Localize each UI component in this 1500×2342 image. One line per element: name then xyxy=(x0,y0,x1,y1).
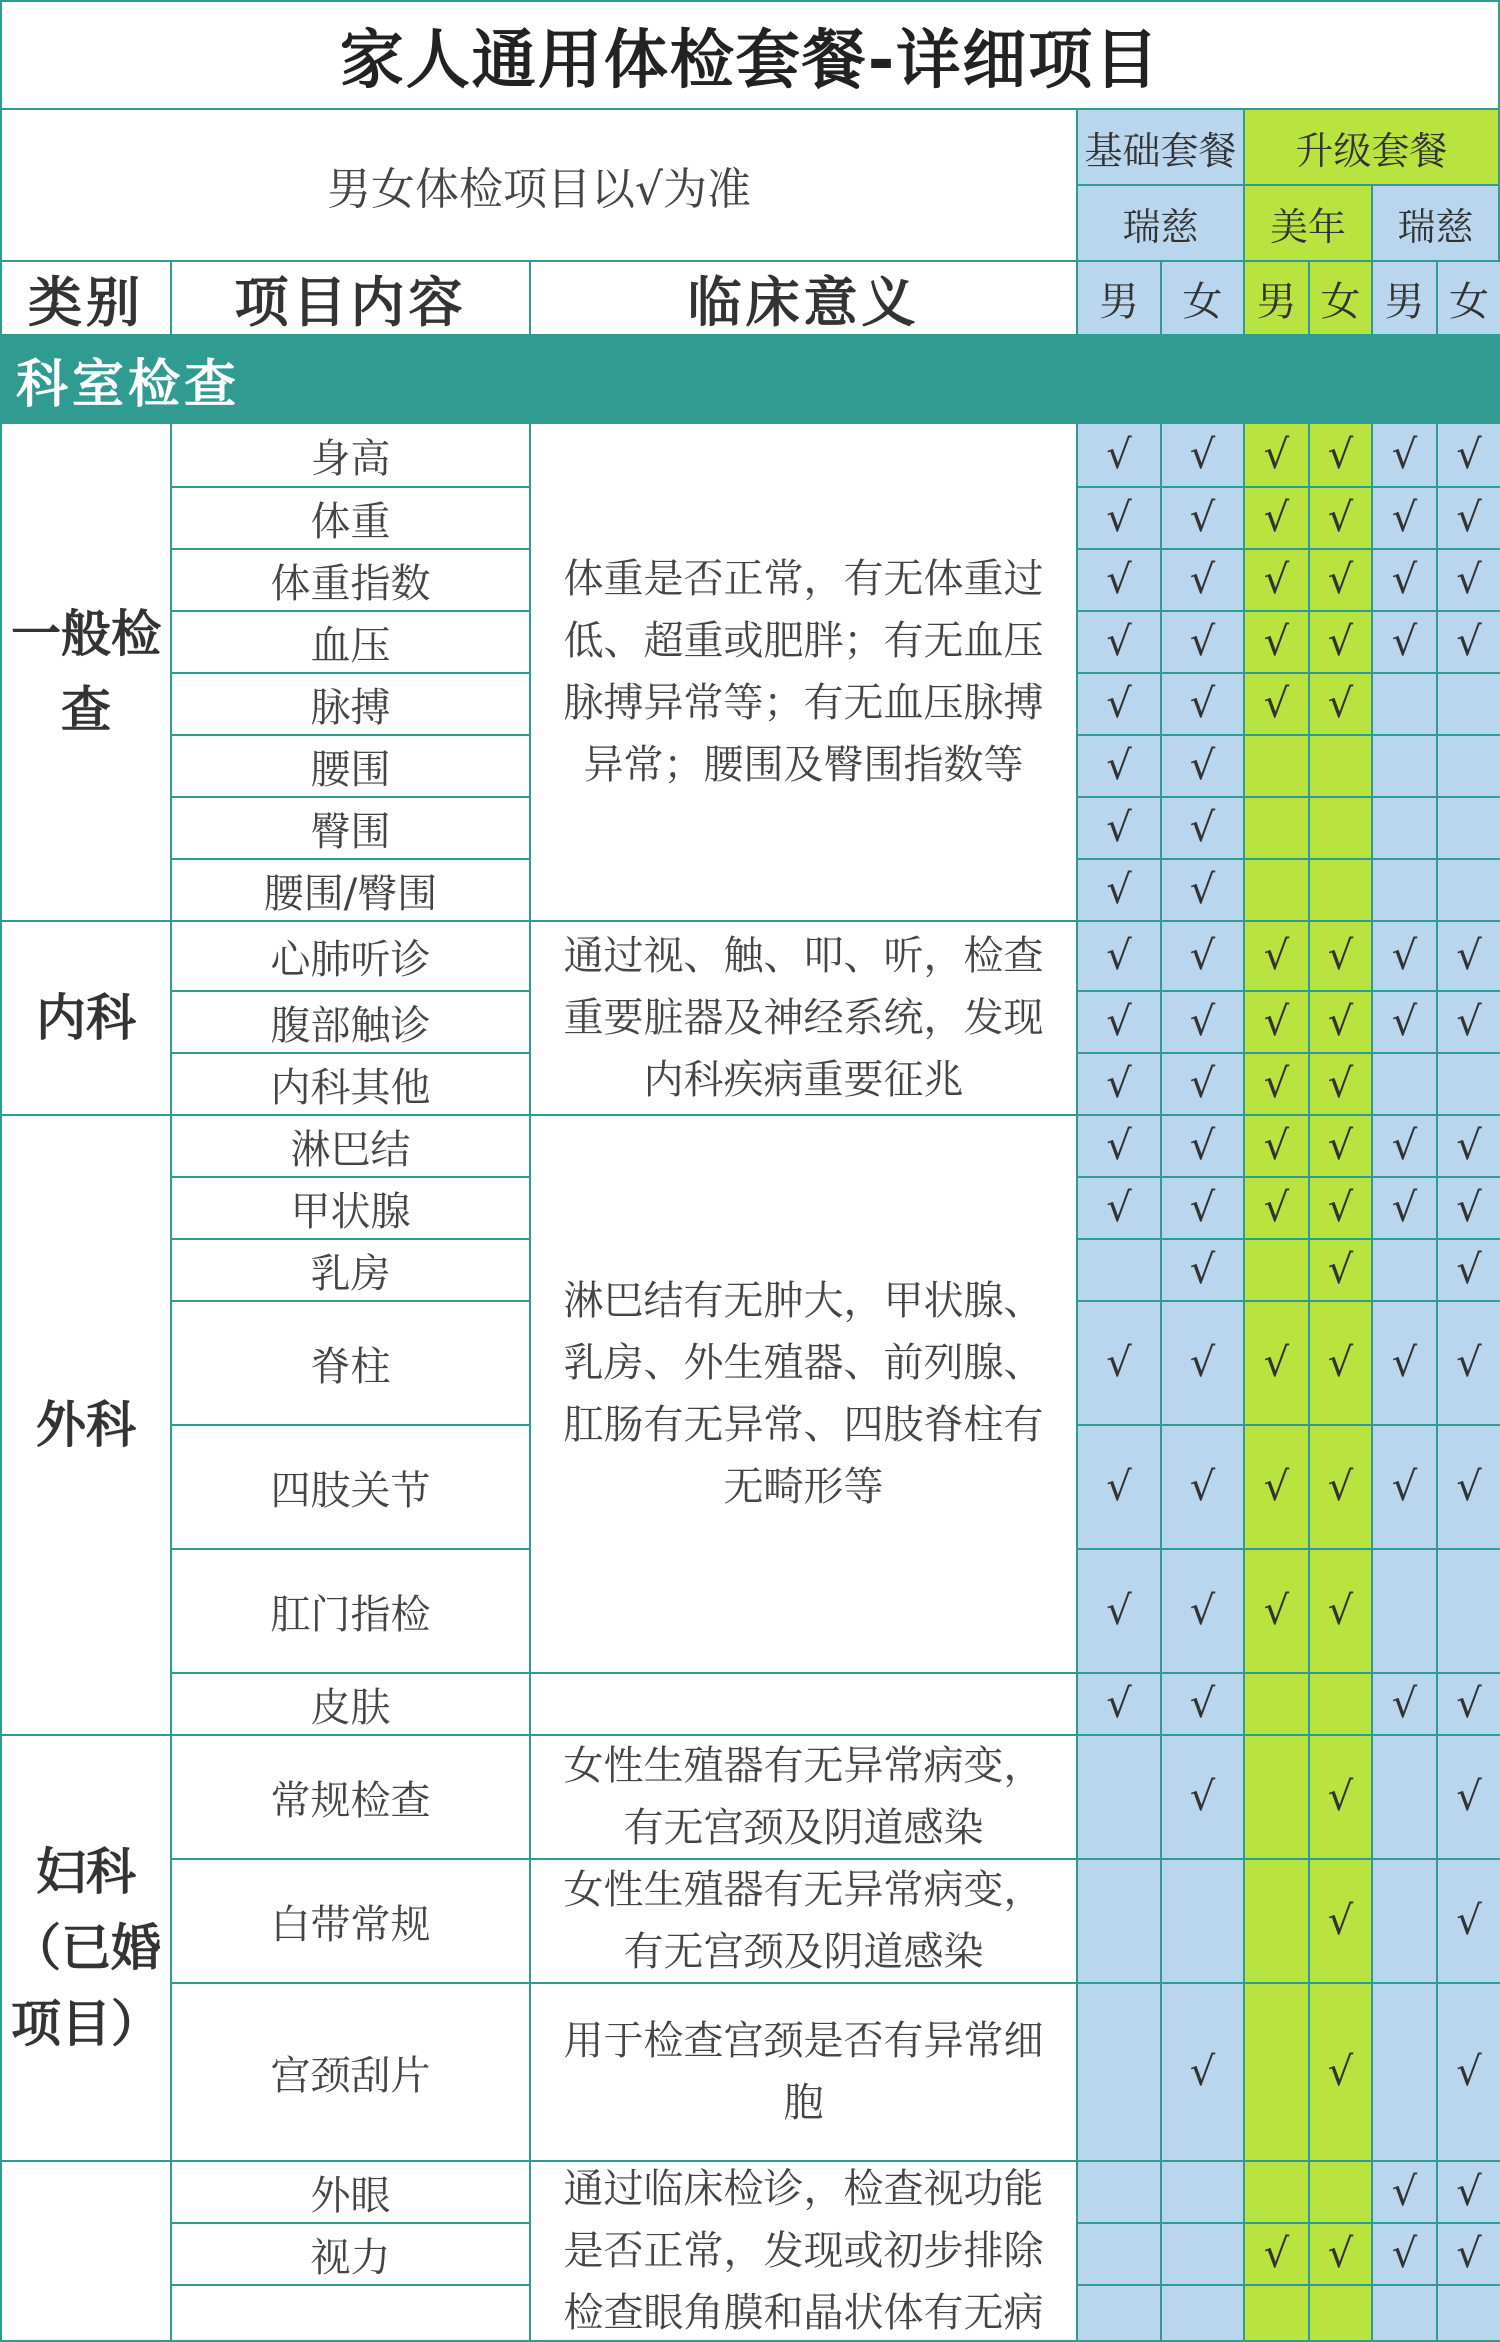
check-cell: √ xyxy=(1436,422,1500,488)
check-cell xyxy=(1076,2222,1162,2286)
item-cell: 四肢关节 xyxy=(170,1424,531,1550)
check-cell xyxy=(1160,2222,1245,2286)
item-cell: 体重 xyxy=(170,486,531,550)
check-cell: √ xyxy=(1371,2160,1438,2224)
check-cell xyxy=(1243,796,1310,860)
check-cell xyxy=(1308,734,1373,798)
check-cell: √ xyxy=(1076,1424,1162,1550)
item-cell: 宫颈刮片 xyxy=(170,1982,531,2162)
clinical-meaning-cell xyxy=(529,1672,1078,1736)
check-cell: √ xyxy=(1160,734,1245,798)
check-cell: √ xyxy=(1308,1548,1373,1674)
check-cell xyxy=(1371,858,1438,922)
check-cell xyxy=(1308,796,1373,860)
check-cell xyxy=(1160,2284,1245,2342)
check-cell xyxy=(1436,1548,1500,1674)
item-cell: 淋巴结 xyxy=(170,1114,531,1178)
check-cell: √ xyxy=(1371,1300,1438,1426)
check-cell: √ xyxy=(1160,548,1245,612)
item-cell xyxy=(170,2284,531,2342)
item-cell: 内科其他 xyxy=(170,1052,531,1116)
item-cell: 外眼 xyxy=(170,2160,531,2224)
header-item: 项目内容 xyxy=(170,260,531,336)
check-cell: √ xyxy=(1371,920,1438,992)
check-cell: √ xyxy=(1243,920,1310,992)
check-cell: √ xyxy=(1371,1672,1438,1736)
check-cell xyxy=(1076,1858,1162,1984)
category-cell: 妇科（已婚项目） xyxy=(0,1734,172,2162)
gender-header: 女 xyxy=(1308,260,1373,336)
page-title: 家人通用体检套餐-详细项目 xyxy=(0,0,1500,110)
check-cell: √ xyxy=(1308,1300,1373,1426)
category-cell: 一般检查 xyxy=(0,422,172,922)
check-cell: √ xyxy=(1308,1424,1373,1550)
check-cell: √ xyxy=(1243,1300,1310,1426)
check-cell: √ xyxy=(1243,2222,1310,2286)
item-cell: 腹部触诊 xyxy=(170,990,531,1054)
check-cell: √ xyxy=(1243,548,1310,612)
check-cell xyxy=(1436,796,1500,860)
item-cell: 乳房 xyxy=(170,1238,531,1302)
header-meaning: 临床意义 xyxy=(529,260,1078,336)
check-cell: √ xyxy=(1076,920,1162,992)
check-cell: √ xyxy=(1436,2222,1500,2286)
clinical-meaning-cell: 女性生殖器有无异常病变，有无宫颈及阴道感染 xyxy=(529,1858,1078,1984)
check-cell: √ xyxy=(1243,1424,1310,1550)
gender-header: 女 xyxy=(1160,260,1245,336)
check-cell xyxy=(1076,1238,1162,1302)
check-cell xyxy=(1160,2160,1245,2224)
item-cell: 视力 xyxy=(170,2222,531,2286)
clinical-meaning-cell: 体重是否正常，有无体重过低、超重或肥胖；有无血压脉搏异常等；有无血压脉搏异常；腰围及臀围指数等 xyxy=(529,422,1078,922)
check-cell: √ xyxy=(1436,2160,1500,2224)
check-cell: √ xyxy=(1076,858,1162,922)
check-cell: √ xyxy=(1308,920,1373,992)
check-cell: √ xyxy=(1308,610,1373,674)
check-cell: √ xyxy=(1160,1548,1245,1674)
check-cell: √ xyxy=(1160,1424,1245,1550)
gender-header: 女 xyxy=(1436,260,1500,336)
check-cell xyxy=(1243,1858,1310,1984)
check-cell: √ xyxy=(1076,610,1162,674)
check-cell: √ xyxy=(1308,672,1373,736)
check-cell xyxy=(1243,1238,1310,1302)
check-cell xyxy=(1436,858,1500,922)
check-cell xyxy=(1308,2160,1373,2224)
check-cell xyxy=(1076,2160,1162,2224)
check-cell: √ xyxy=(1436,1300,1500,1426)
category-cell: 外科 xyxy=(0,1114,172,1736)
check-cell: √ xyxy=(1076,1300,1162,1426)
check-cell xyxy=(1371,2284,1438,2342)
item-cell: 脉搏 xyxy=(170,672,531,736)
check-cell: √ xyxy=(1371,2222,1438,2286)
check-cell xyxy=(1371,1052,1438,1116)
check-cell: √ xyxy=(1371,1114,1438,1178)
check-cell xyxy=(1371,1734,1438,1860)
check-cell: √ xyxy=(1308,548,1373,612)
category-cell: 内科 xyxy=(0,920,172,1116)
clinical-meaning-cell: 用于检查宫颈是否有异常细胞 xyxy=(529,1982,1078,2162)
check-cell xyxy=(1160,1858,1245,1984)
item-cell: 甲状腺 xyxy=(170,1176,531,1240)
check-cell: √ xyxy=(1436,1238,1500,1302)
check-cell xyxy=(1371,672,1438,736)
check-cell: √ xyxy=(1160,1982,1245,2162)
check-cell: √ xyxy=(1160,1052,1245,1116)
check-cell: √ xyxy=(1076,734,1162,798)
check-cell: √ xyxy=(1076,422,1162,488)
check-cell xyxy=(1308,1672,1373,1736)
check-cell xyxy=(1371,1982,1438,2162)
check-cell: √ xyxy=(1308,990,1373,1054)
check-cell: √ xyxy=(1308,1176,1373,1240)
header-category: 类别 xyxy=(0,260,172,336)
check-cell: √ xyxy=(1371,486,1438,550)
check-cell: √ xyxy=(1076,672,1162,736)
check-cell: √ xyxy=(1160,486,1245,550)
gender-header: 男 xyxy=(1243,260,1310,336)
check-cell: √ xyxy=(1371,548,1438,612)
check-cell: √ xyxy=(1243,672,1310,736)
item-cell: 血压 xyxy=(170,610,531,674)
item-cell: 心肺听诊 xyxy=(170,920,531,992)
check-cell: √ xyxy=(1308,1114,1373,1178)
check-cell: √ xyxy=(1308,1982,1373,2162)
check-cell: √ xyxy=(1160,1300,1245,1426)
check-cell xyxy=(1243,734,1310,798)
check-cell: √ xyxy=(1076,1052,1162,1116)
check-cell: √ xyxy=(1076,990,1162,1054)
check-cell: √ xyxy=(1160,920,1245,992)
check-cell: √ xyxy=(1160,1176,1245,1240)
check-cell: √ xyxy=(1243,486,1310,550)
clinical-meaning-cell: 女性生殖器有无异常病变，有无宫颈及阴道感染 xyxy=(529,1734,1078,1860)
category-cell xyxy=(0,2160,172,2342)
item-cell: 身高 xyxy=(170,422,531,488)
check-cell: √ xyxy=(1436,920,1500,992)
check-cell xyxy=(1243,1982,1310,2162)
package-ruici-upgrade: 瑞慈 xyxy=(1371,184,1500,262)
check-cell: √ xyxy=(1160,858,1245,922)
check-cell: √ xyxy=(1371,1424,1438,1550)
item-cell: 腰围/臀围 xyxy=(170,858,531,922)
check-cell xyxy=(1436,1052,1500,1116)
check-cell xyxy=(1371,796,1438,860)
check-cell: √ xyxy=(1371,610,1438,674)
check-cell: √ xyxy=(1436,1424,1500,1550)
clinical-meaning-cell: 通过视、触、叩、听，检查重要脏器及神经系统，发现内科疾病重要征兆 xyxy=(529,920,1078,1116)
item-cell: 臀围 xyxy=(170,796,531,860)
check-cell xyxy=(1076,1982,1162,2162)
item-cell: 肛门指检 xyxy=(170,1548,531,1674)
gender-header: 男 xyxy=(1371,260,1438,336)
check-cell: √ xyxy=(1308,2222,1373,2286)
check-cell: √ xyxy=(1308,1734,1373,1860)
check-cell: √ xyxy=(1436,1858,1500,1984)
check-cell: √ xyxy=(1076,1548,1162,1674)
check-cell: √ xyxy=(1371,990,1438,1054)
check-cell: √ xyxy=(1160,1734,1245,1860)
check-cell xyxy=(1308,858,1373,922)
check-cell: √ xyxy=(1436,1114,1500,1178)
clinical-meaning-cell: 淋巴结有无肿大，甲状腺、乳房、外生殖器、前列腺、肛肠有无异常、四肢脊柱有无畸形等 xyxy=(529,1114,1078,1674)
check-cell: √ xyxy=(1436,990,1500,1054)
group-upgrade: 升级套餐 xyxy=(1243,108,1500,186)
package-ruici-basic: 瑞慈 xyxy=(1076,184,1245,262)
check-cell: √ xyxy=(1160,1672,1245,1736)
check-cell: √ xyxy=(1308,422,1373,488)
check-cell: √ xyxy=(1436,1672,1500,1736)
check-cell: √ xyxy=(1243,422,1310,488)
check-cell: √ xyxy=(1308,1858,1373,1984)
section-title: 科室检查 xyxy=(0,334,1500,424)
check-cell: √ xyxy=(1076,1672,1162,1736)
group-basic: 基础套餐 xyxy=(1076,108,1245,186)
check-cell: √ xyxy=(1308,1052,1373,1116)
gender-note: 男女体检项目以√为准 xyxy=(0,108,1078,262)
check-cell xyxy=(1243,2160,1310,2224)
item-cell: 白带常规 xyxy=(170,1858,531,1984)
check-cell: √ xyxy=(1308,1238,1373,1302)
check-cell: √ xyxy=(1160,672,1245,736)
check-cell: √ xyxy=(1160,1238,1245,1302)
item-cell: 体重指数 xyxy=(170,548,531,612)
check-cell: √ xyxy=(1436,1734,1500,1860)
check-cell: √ xyxy=(1436,1982,1500,2162)
check-cell: √ xyxy=(1160,422,1245,488)
check-cell: √ xyxy=(1243,1548,1310,1674)
check-cell: √ xyxy=(1243,1176,1310,1240)
check-cell xyxy=(1371,1858,1438,1984)
check-cell: √ xyxy=(1243,1052,1310,1116)
check-cell xyxy=(1436,2284,1500,2342)
check-cell xyxy=(1371,1238,1438,1302)
check-cell: √ xyxy=(1436,1176,1500,1240)
check-cell xyxy=(1308,2284,1373,2342)
check-cell xyxy=(1371,1548,1438,1674)
check-cell xyxy=(1436,672,1500,736)
check-cell xyxy=(1436,734,1500,798)
check-cell xyxy=(1076,2284,1162,2342)
item-cell: 腰围 xyxy=(170,734,531,798)
check-cell: √ xyxy=(1160,1114,1245,1178)
item-cell: 皮肤 xyxy=(170,1672,531,1736)
item-cell: 常规检查 xyxy=(170,1734,531,1860)
check-cell: √ xyxy=(1160,610,1245,674)
item-cell: 脊柱 xyxy=(170,1300,531,1426)
check-cell: √ xyxy=(1076,1114,1162,1178)
check-cell: √ xyxy=(1076,796,1162,860)
check-cell: √ xyxy=(1160,796,1245,860)
check-cell xyxy=(1243,2284,1310,2342)
check-cell: √ xyxy=(1243,610,1310,674)
gender-header: 男 xyxy=(1076,260,1162,336)
check-cell xyxy=(1243,1734,1310,1860)
package-meinian: 美年 xyxy=(1243,184,1373,262)
check-cell: √ xyxy=(1160,990,1245,1054)
check-cell: √ xyxy=(1243,990,1310,1054)
check-cell: √ xyxy=(1308,486,1373,550)
check-cell: √ xyxy=(1371,1176,1438,1240)
check-cell xyxy=(1371,734,1438,798)
check-cell xyxy=(1076,1734,1162,1860)
check-cell: √ xyxy=(1076,1176,1162,1240)
check-cell: √ xyxy=(1436,548,1500,612)
check-cell xyxy=(1243,858,1310,922)
check-cell: √ xyxy=(1436,610,1500,674)
check-cell: √ xyxy=(1076,486,1162,550)
check-cell: √ xyxy=(1436,486,1500,550)
check-cell: √ xyxy=(1243,1114,1310,1178)
clinical-meaning-cell: 通过临床检诊，检查视功能是否正常，发现或初步排除检查眼角膜和晶状体有无病 xyxy=(529,2160,1078,2342)
check-cell: √ xyxy=(1076,548,1162,612)
check-cell: √ xyxy=(1371,422,1438,488)
check-cell xyxy=(1243,1672,1310,1736)
